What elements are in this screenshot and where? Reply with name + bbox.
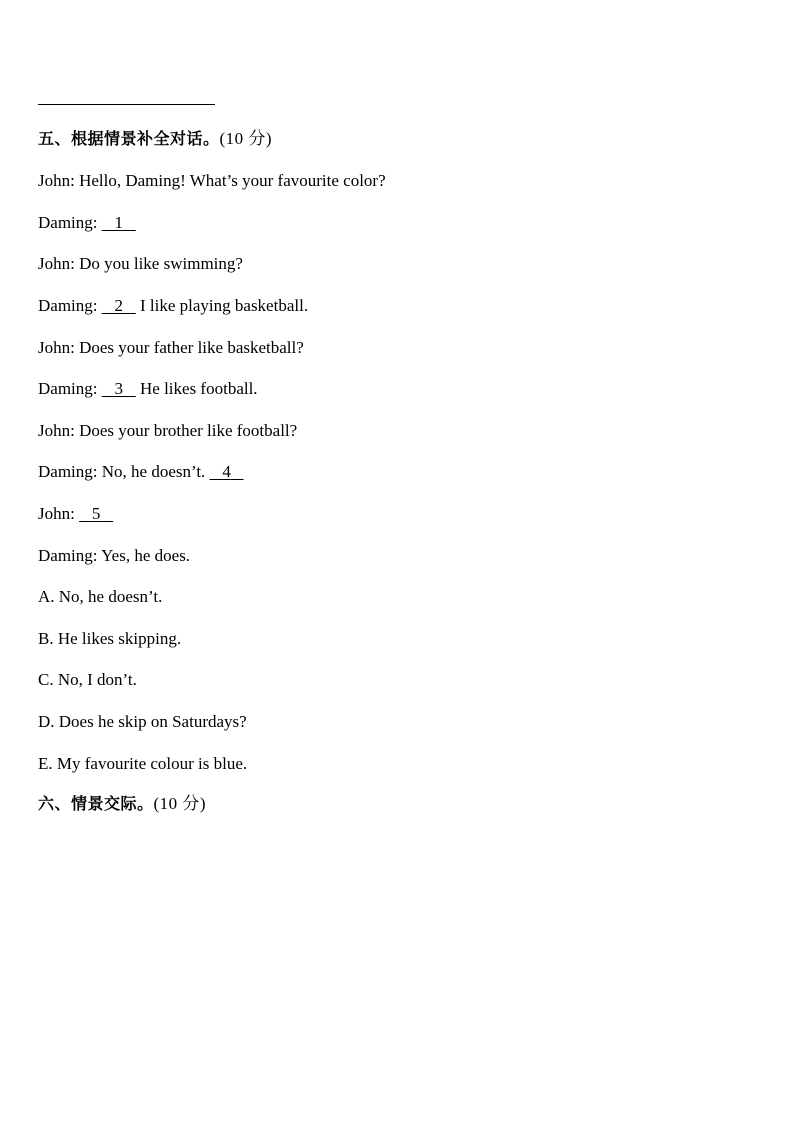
- option-text: E. My favourite colour is blue.: [38, 754, 248, 773]
- dialogue-text: John: Do you like swimming?: [38, 254, 243, 273]
- dialogue-after: He likes football.: [135, 379, 258, 398]
- dialogue-line-8: [38, 462, 244, 482]
- answer-blank-2[interactable]: [102, 296, 136, 316]
- dialogue-line-9: [38, 504, 113, 524]
- dialogue-line-7: [38, 421, 297, 441]
- dialogue-text: John: Hello, Daming! What’s your favourite color?: [38, 171, 386, 190]
- dialogue-speaker: Daming:: [38, 379, 102, 398]
- section-5-score: (10 分): [219, 129, 273, 148]
- section-5-heading: [38, 129, 272, 149]
- top-separator-rule: [38, 104, 215, 105]
- dialogue-line-10: [38, 546, 190, 566]
- dialogue-text: Daming: Yes, he does.: [38, 546, 191, 565]
- dialogue-text: John: Does your father like basketball?: [38, 338, 304, 357]
- answer-blank-3[interactable]: [102, 379, 136, 399]
- dialogue-speaker: Daming: No, he doesn’t.: [38, 462, 210, 481]
- dialogue-speaker: John:: [38, 504, 80, 523]
- section-6-score: (10 分): [153, 794, 207, 813]
- option-d: [38, 712, 247, 732]
- blank-number: 1: [114, 213, 123, 232]
- blank-number: 3: [114, 379, 123, 398]
- blank-number: 5: [91, 504, 101, 523]
- dialogue-line-2: [38, 213, 136, 233]
- option-a: [38, 587, 162, 607]
- dialogue-line-6: [38, 379, 258, 399]
- option-e: [38, 754, 247, 774]
- blank-number: 4: [222, 462, 231, 481]
- option-c: [38, 670, 137, 690]
- section-6-heading: [38, 794, 206, 814]
- section-6-heading-text: 六、情景交际。: [38, 794, 154, 813]
- dialogue-after: I like playing basketball.: [135, 296, 309, 315]
- dialogue-line-5: [38, 338, 304, 358]
- option-b: [38, 629, 181, 649]
- option-text: C. No, I don’t.: [38, 670, 137, 689]
- dialogue-text: John: Does your brother like football?: [38, 421, 298, 440]
- section-5-heading-text: 五、根据情景补全对话。: [38, 129, 220, 148]
- dialogue-speaker: Daming:: [38, 296, 102, 315]
- blank-number: 2: [114, 296, 123, 315]
- dialogue-line-3: [38, 254, 243, 274]
- answer-blank-5[interactable]: [79, 504, 113, 524]
- option-text: B. He likes skipping.: [38, 629, 182, 648]
- option-text: D. Does he skip on Saturdays?: [38, 712, 247, 731]
- answer-blank-4[interactable]: [210, 462, 244, 482]
- option-text: A. No, he doesn’t.: [38, 587, 163, 606]
- dialogue-speaker: Daming:: [38, 213, 102, 232]
- dialogue-line-1: [38, 171, 386, 191]
- answer-blank-1[interactable]: [102, 213, 136, 233]
- dialogue-line-4: [38, 296, 308, 316]
